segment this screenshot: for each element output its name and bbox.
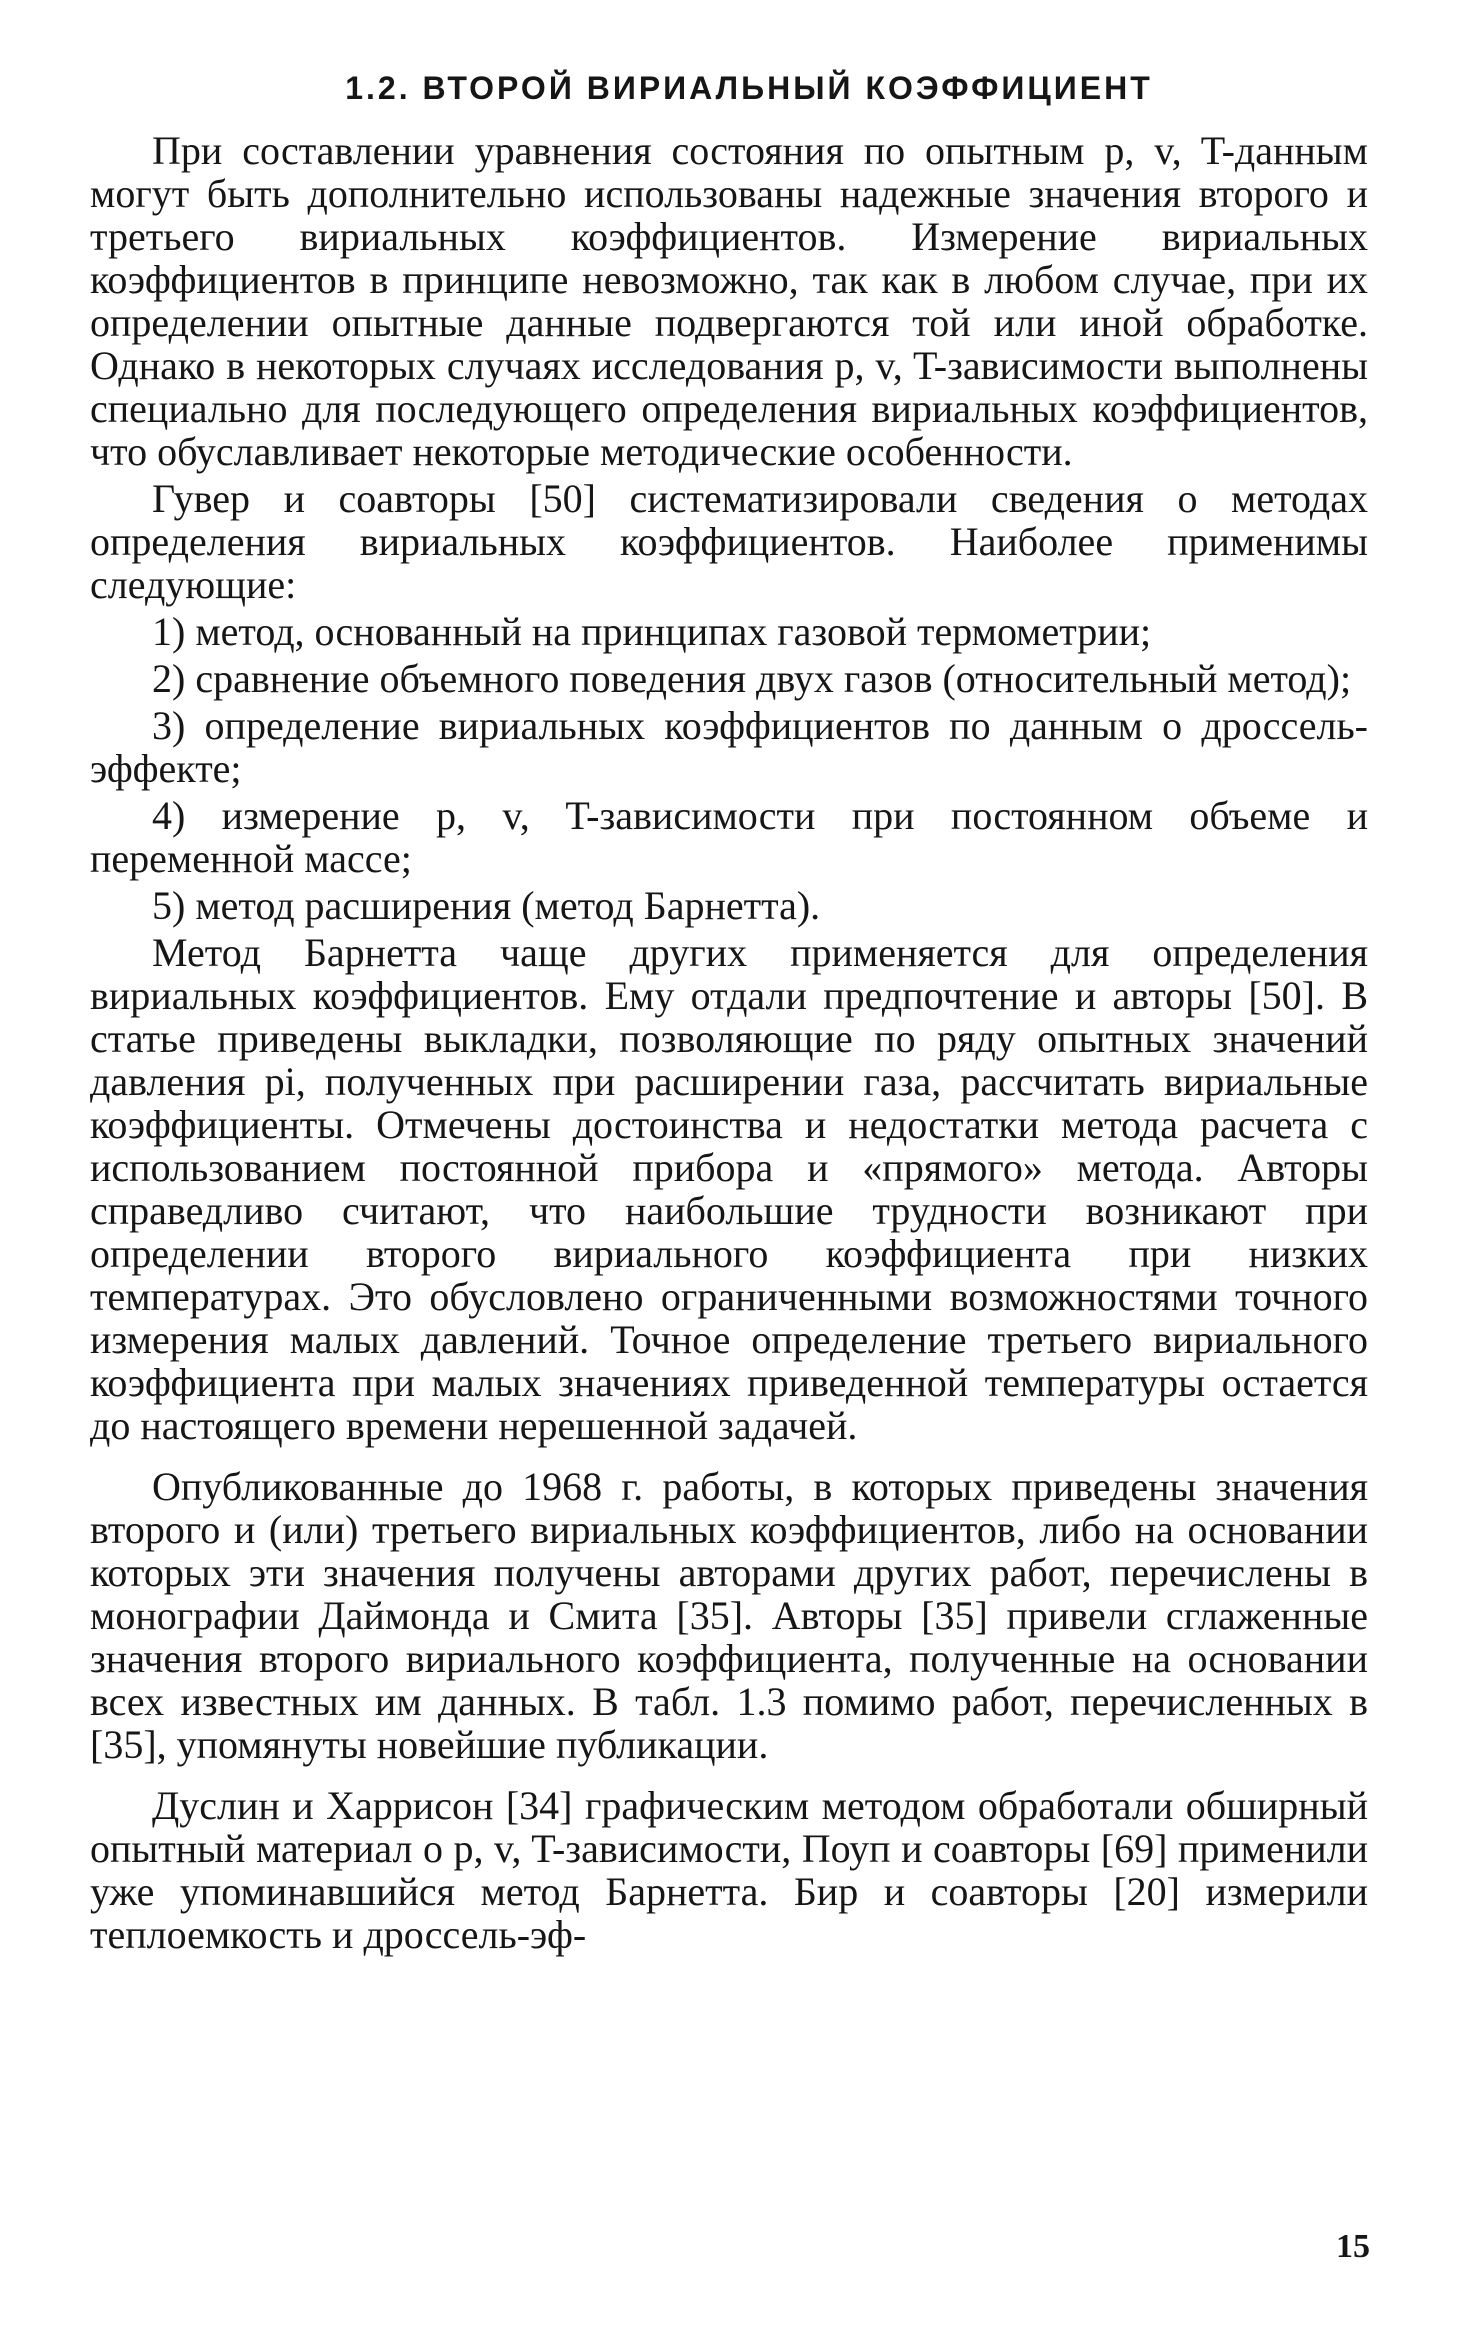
page [90, 70, 1368, 1956]
section-heading: 1.2. ВТОРОЙ ВИРИАЛЬНЫЙ КОЭФФИЦИЕНТ [345, 70, 1153, 106]
list-item-2: 2) сравнение объемного поведения двух газов (относительный метод); [152, 656, 1352, 701]
paragraph-methods-intro: Гувер и соавторы [50] систематизировали сведения о методах определения вириальных коэффициентов. Наиболее применимы следующие: [90, 476, 1368, 607]
list-item-1: 1) метод, основанный на принципах газовой термометрии; [152, 609, 1152, 654]
list-item-3: 3) определение вириальных коэффициентов по данным о дроссель-эффекте; [90, 703, 1368, 791]
paragraph-duslin: Дуслин и Харрисон [34] графическим методом обработали обширный опытный материал о p, v, T-зависимости, Поуп и соавторы [69] применили уже упоминавшийся метод Барнетта. Бир и соавторы [20] измерили теплоемкость и дроссель-эф- [90, 1783, 1368, 1957]
paragraph-barnett: Метод Барнетта чаще других применяется для определения вириальных коэффициентов. Ему отдали предпочтение и авторы [50]. В статье приведены выкладки, позволяющие по ряду опытных значений давления pi, полученных при расширении газа, рассчитать вириальные коэффициенты. Отмечены достоинства и недостатки метода расчета с использованием постоянной прибора и «прямого» метода. Авторы справедливо считают, что наибольшие трудности возникают при определении второго вириального коэффициента при низких температурах. Это обусловлено ограниченными возможностями точного измерения малых давлений. Точное определение третьего вириального коэффициента при малых значениях приведенной температуры остается до настоящего времени нерешенной задачей. [90, 930, 1368, 1448]
list-item-4: 4) измерение p, v, T-зависимости при постоянном объеме и переменной массе; [90, 793, 1368, 881]
list-item-5: 5) метод расширения (метод Барнетта). [152, 883, 821, 928]
paragraph-published: Опубликованные до 1968 г. работы, в которых приведены значения второго и (или) третьего вириальных коэффициентов, либо на основании которых эти значения получены авторами других работ, перечислены в монографии Даймонда и Смита [35]. Авторы [35] привели сглаженные значения второго вириального коэффициента, полученные на основании всех известных им данных. В табл. 1.3 помимо работ, перечисленных в [35], упомянуты новейшие публикации. [90, 1464, 1368, 1767]
paragraph-intro: При составлении уравнения состояния по опытным p, v, T-данным могут быть дополнительно использованы надежные значения второго и третьего вириальных коэффициентов. Измерение вириальных коэффициентов в принципе невозможно, так как в любом случае, при их определении опытные данные подвергаются той или иной обработке. Однако в некоторых случаях исследования p, v, T-зависимости выполнены специально для последующего определения вириальных коэффициентов, что обуславливает некоторые методические особенности. [90, 128, 1368, 474]
page-number: 15 [1336, 2228, 1370, 2265]
